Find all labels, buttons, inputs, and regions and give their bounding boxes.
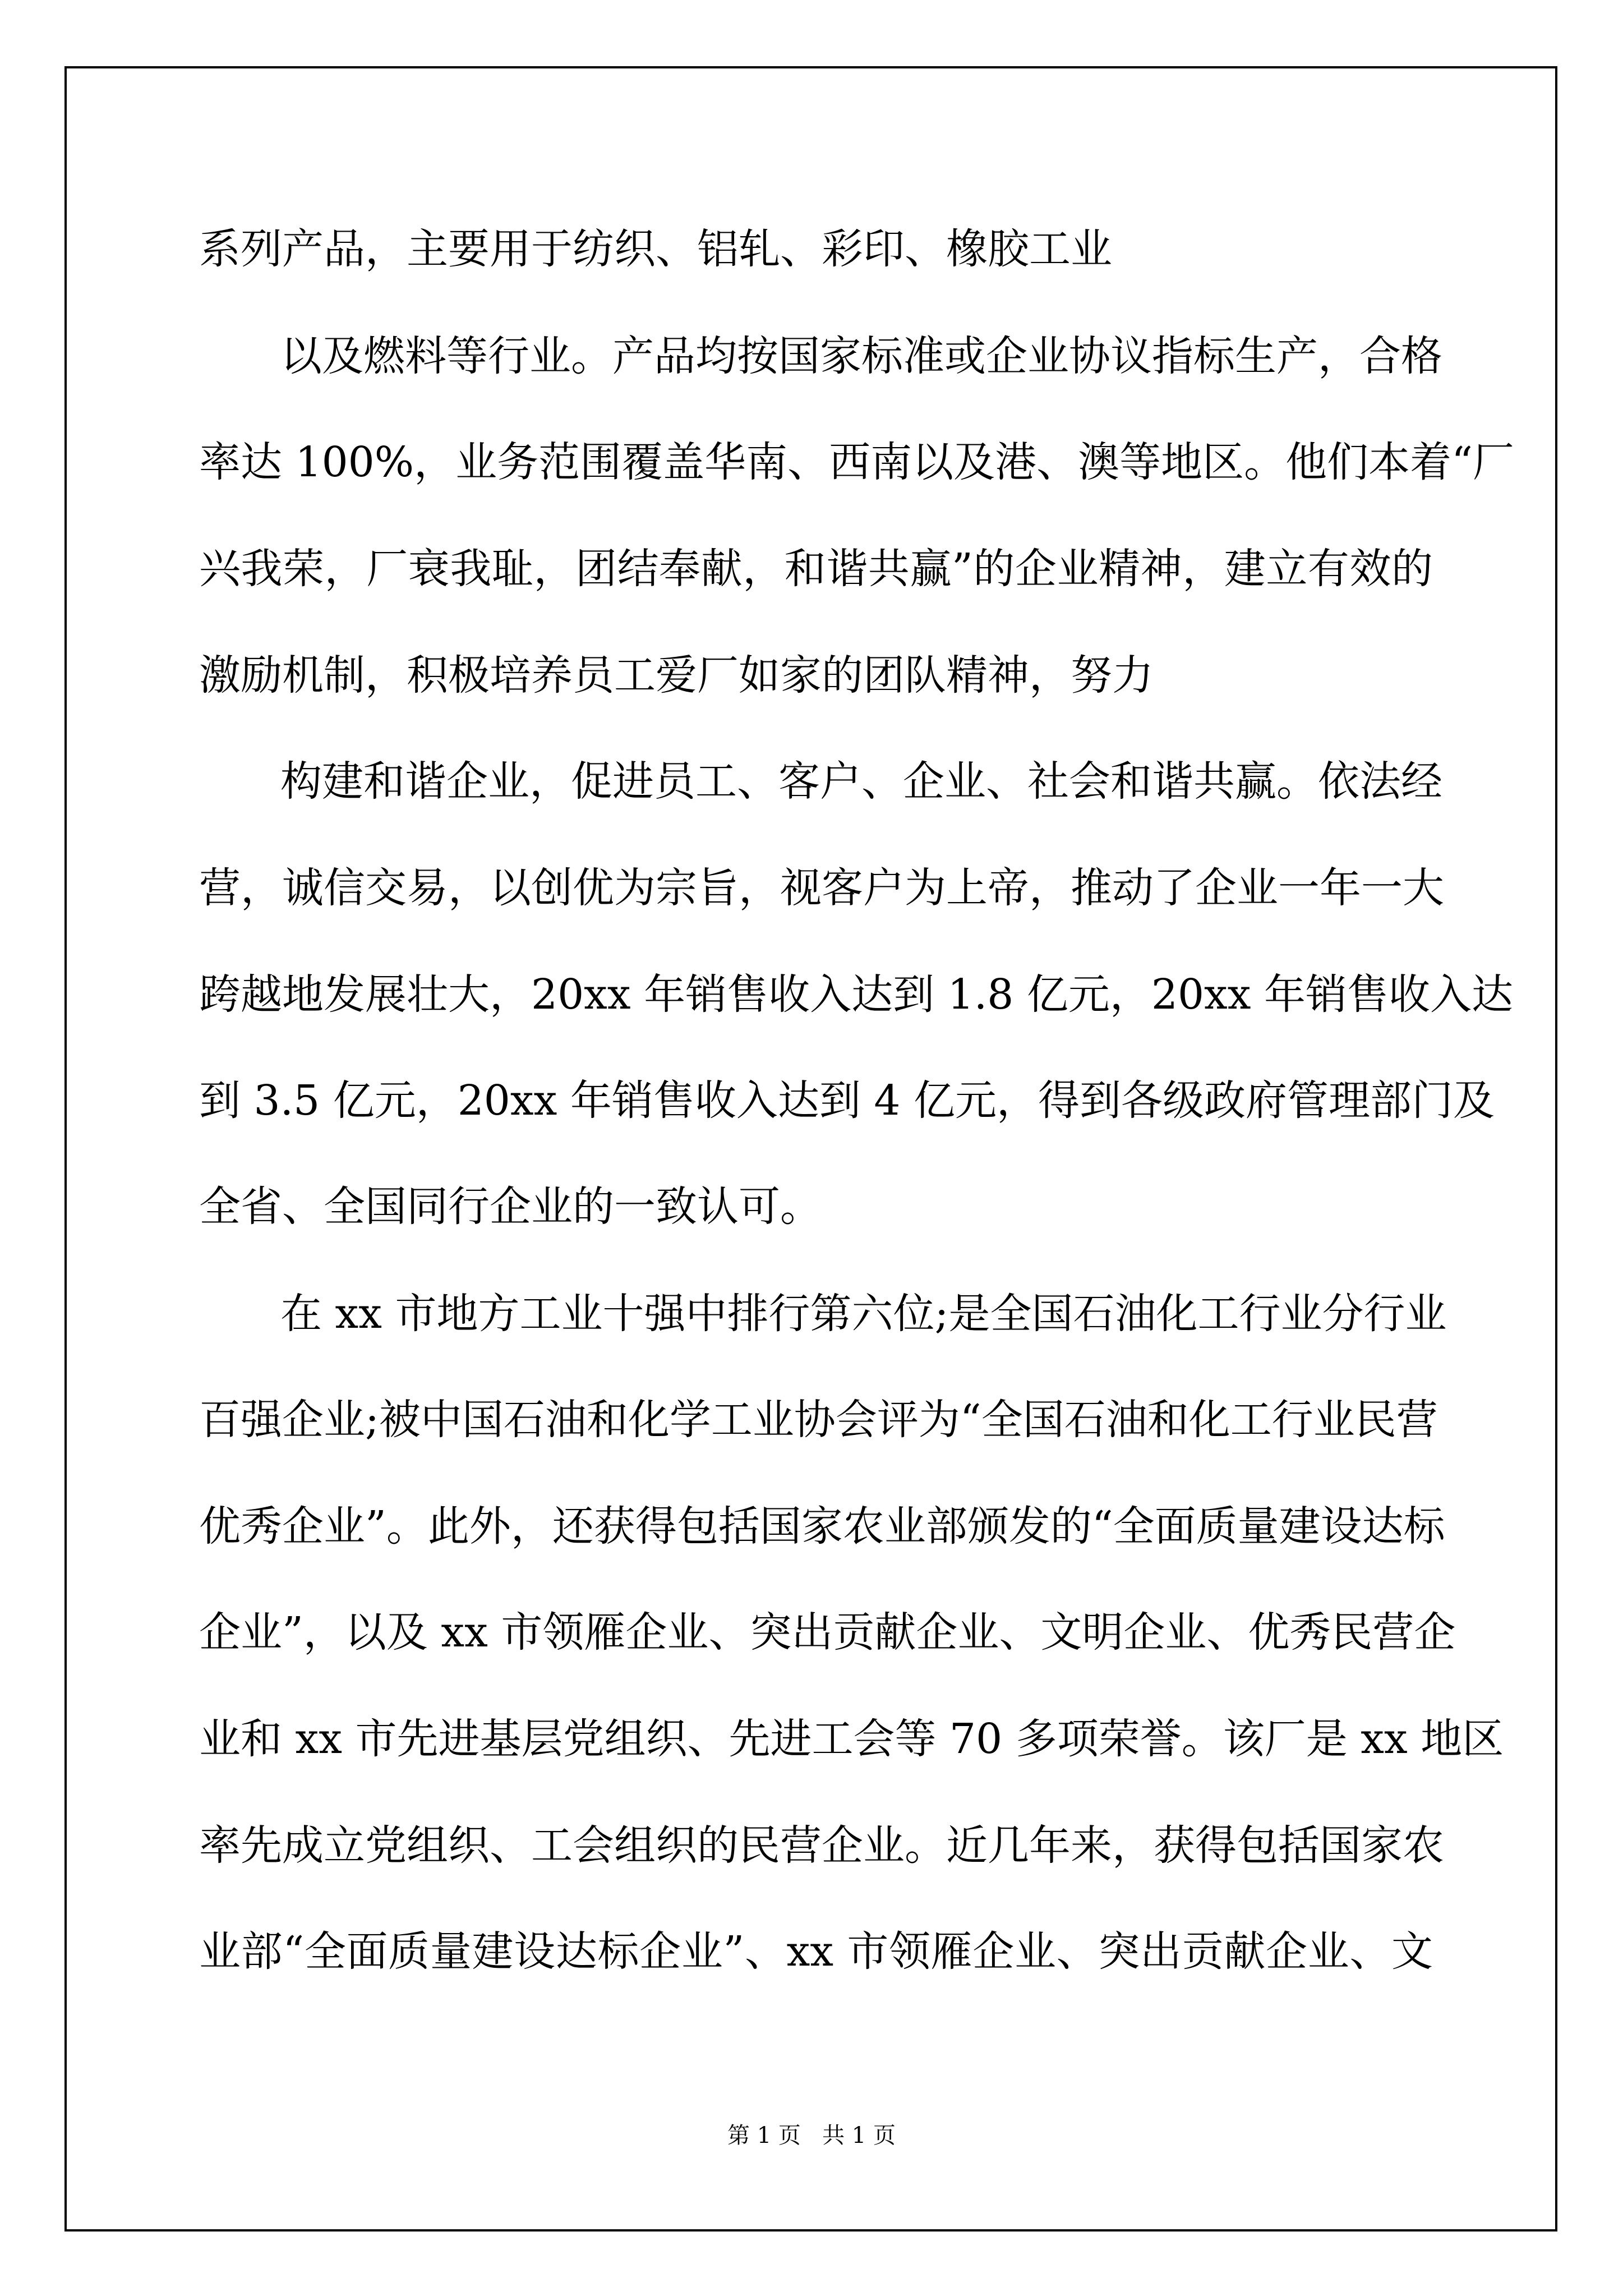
text-line: 在 xx 市地方工业十强中排行第六位;是全国石油化工行业分行业 xyxy=(280,1290,1447,1338)
text-line: 百强企业;被中国石油和化学工业协会评为“全国石油和化工行业民营 xyxy=(199,1396,1438,1444)
text-line: 优秀企业”。此外，还获得包括国家农业部颁发的“全面质量建设达标 xyxy=(199,1502,1445,1550)
text-line: 全省、全国同行企业的一致认可。 xyxy=(199,1182,822,1231)
text-line: 业部“全面质量建设达标企业”、xx 市领雁企业、突出贡献企业、文 xyxy=(199,1927,1433,1976)
text-line: 以及燃料等行业。产品均按国家标准或企业协议指标生产，合格 xyxy=(280,332,1442,380)
text-line: 业和 xx 市先进基层党组织、先进工会等 70 多项荣誉。该厂是 xx 地区 xyxy=(199,1715,1504,1763)
text-line: 激励机制，积极培养员工爱厂如家的团队精神，努力 xyxy=(199,651,1154,700)
page-border xyxy=(64,66,1557,2231)
text-line: 构建和谐企业，促进员工、客户、企业、社会和谐共赢。依法经 xyxy=(280,757,1442,806)
page-number-footer: 第 1 页 共 1 页 xyxy=(727,2123,896,2148)
text-line: 兴我荣，厂衰我耻，团结奉献，和谐共赢”的企业精神，建立有效的 xyxy=(199,545,1433,593)
text-line: 到 3.5 亿元，20xx 年销售收入达到 4 亿元，得到各级政府管理部门及 xyxy=(199,1076,1495,1125)
text-line: 系列产品，主要用于纺织、铝轧、彩印、橡胶工业 xyxy=(199,225,1112,273)
text-line: 率达 100%，业务范围覆盖华南、西南以及港、澳等地区。他们本着“厂 xyxy=(199,438,1514,486)
text-line: 跨越地发展壮大，20xx 年销售收入达到 1.8 亿元，20xx 年销售收入达 xyxy=(199,970,1514,1019)
text-line: 企业”，以及 xx 市领雁企业、突出贡献企业、文明企业、优秀民营企 xyxy=(199,1608,1456,1657)
text-line: 率先成立党组织、工会组织的民营企业。近几年来，获得包括国家农 xyxy=(199,1821,1444,1870)
text-line: 营，诚信交易，以创优为宗旨，视客户为上帝，推动了企业一年一大 xyxy=(199,864,1444,912)
